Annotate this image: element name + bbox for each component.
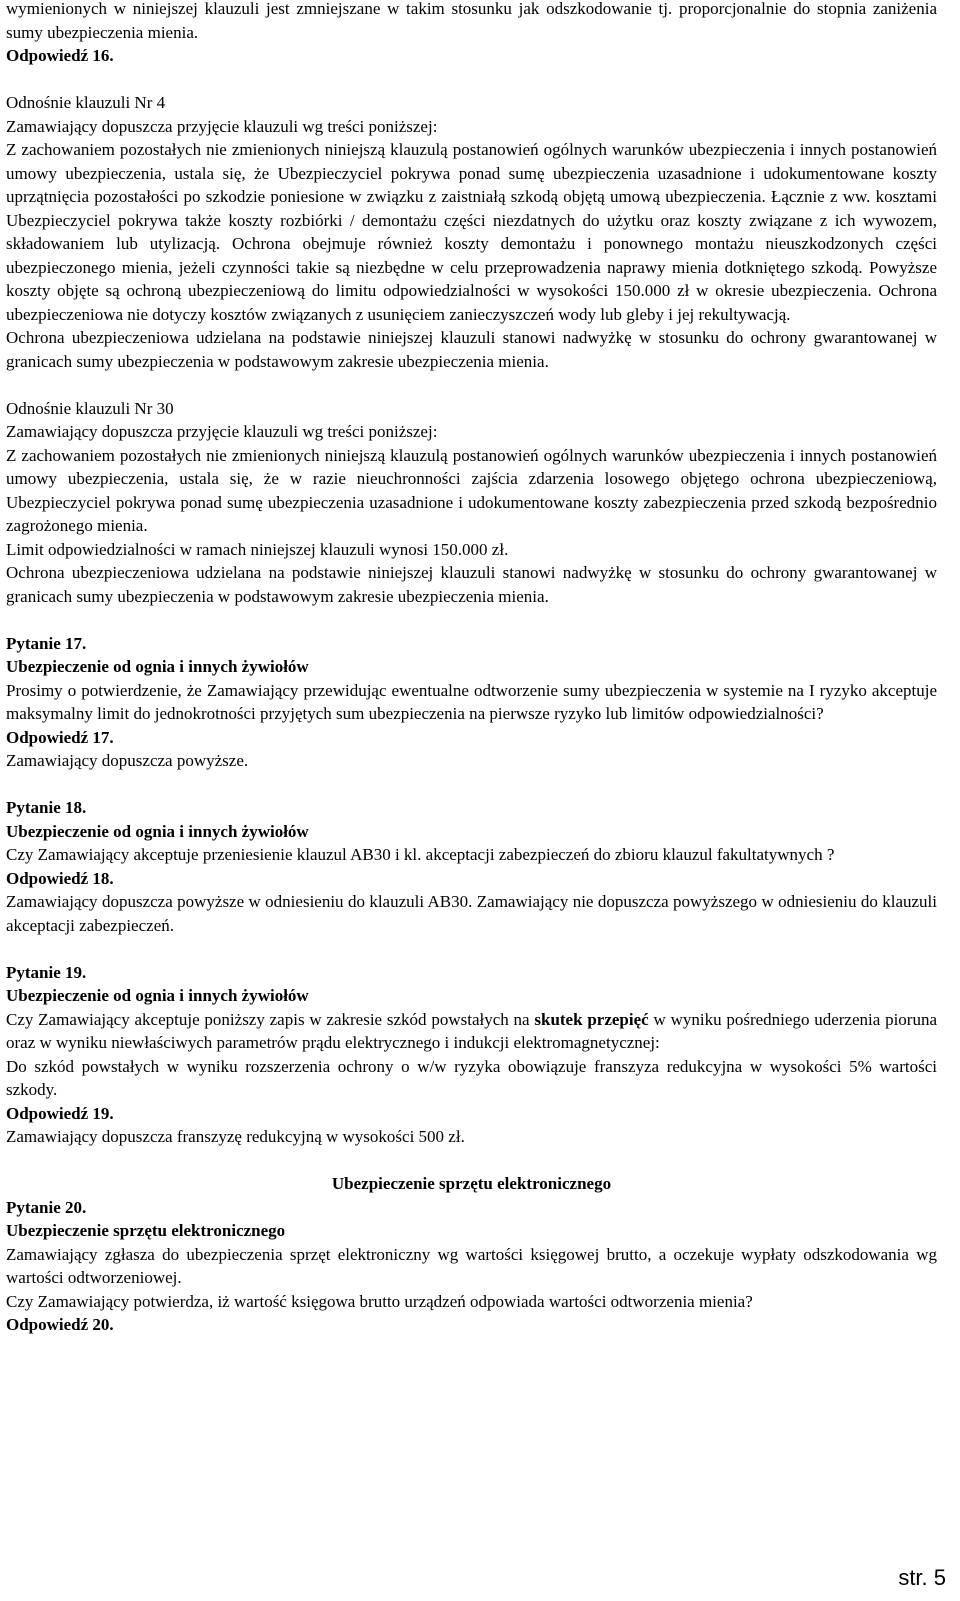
answer-16-title: Odpowiedź 16.: [6, 46, 114, 65]
spacer: [6, 773, 937, 797]
answer-18-text: Zamawiający dopuszcza powyższe w odniesieniu do klauzuli AB30. Zamawiający nie dopuszcza powyższego w odniesieniu do klauzuli akceptacji zabezpieczeń.: [6, 892, 937, 935]
clause-30-body: Z zachowaniem pozostałych nie zmienionych niniejszą klauzulą postanowień ogólnych warunków ubezpieczenia i innych postanowień umowy ubezpieczenia, ustala się, że w razie nieuchronności zajścia zdarzenia losowego objętego ochrona ubezpieczeniową, Ubezpieczyciel pokrywa ponad sumę ubezpieczenia uzasadnione i udokumentowane koszty zabezpieczenia przed szkodą bezpośrednio zagrożonego mienia.: [6, 445, 937, 535]
answer-20-title: Odpowiedź 20.: [6, 1315, 114, 1334]
question-18-title: Pytanie 18.: [6, 798, 87, 817]
section-electronic-heading: Ubezpieczenie sprzętu elektronicznego: [331, 1174, 612, 1193]
clause-30-limit: Limit odpowiedzialności w ramach niniejszej klauzuli wynosi 150.000 zł.: [6, 539, 509, 559]
answer-19-text: Zamawiający dopuszcza franszyzę redukcyjną w wysokości 500 zł.: [6, 1127, 465, 1146]
spacer: [6, 1149, 937, 1173]
question-18-text: Czy Zamawiający akceptuje przeniesienie klauzul AB30 i kl. akceptacji zabezpieczeń do zbioru klauzul fakultatywnych ?: [6, 845, 835, 864]
question-17-text: Prosimy o potwierdzenie, że Zamawiający przewidując ewentualne odtworzenie sumy ubezpieczenia w systemie na I ryzyko akceptuje maksymalny limit do jednokrotności przyjętych sum ubezpieczenia na pierwsze ryzyko lub limitów odpowiedzialności?: [6, 680, 937, 723]
spacer: [6, 937, 937, 961]
question-19-text: [6, 1008, 937, 1055]
question-19-text-a: Czy Zamawiający akceptuje poniższy zapis w zakresie szkód powstałych na: [6, 1009, 535, 1029]
question-20-text: Czy Zamawiający potwierdza, iż wartość księgowa brutto urządzeń odpowiada wartości odtworzenia mienia?: [6, 1291, 753, 1311]
answer-17-title: Odpowiedź 17.: [6, 727, 114, 747]
question-20-title: Pytanie 20.: [6, 1197, 87, 1217]
spacer: [6, 68, 937, 92]
question-20-subject: Ubezpieczenie sprzętu elektronicznego: [6, 1221, 286, 1240]
answer-19-title: Odpowiedź 19.: [6, 1103, 114, 1123]
question-17-subject: Ubezpieczenie od ognia i innych żywiołów: [6, 657, 309, 676]
question-20-statement: Zamawiający zgłasza do ubezpieczenia sprzęt elektroniczny wg wartości księgowej brutto, a oczekuje wypłaty odszkodowania wg wartości odtworzeniowej.: [6, 1244, 937, 1287]
document-page: [6, 0, 937, 1337]
page-number: str. 5: [898, 1565, 946, 1590]
clause-4-excess: Ochrona ubezpieczeniowa udzielana na podstawie niniejszej klauzuli stanowi nadwyżkę w stosunku do ochrony gwarantowanej w granicach sumy ubezpieczenia w podstawowym zakresie ubezpieczenia mienia.: [6, 328, 937, 371]
question-17-title: Pytanie 17.: [6, 633, 87, 653]
question-19-title: Pytanie 19.: [6, 962, 87, 982]
answer-18-title: Odpowiedź 18.: [6, 868, 114, 888]
question-19-text-b: w wyniku pośredniego uderzenia pioruna oraz w wyniku niewłaściwych parametrów prądu elektrycznego i indukcji elektromagnetycznej:: [6, 1009, 938, 1052]
clause-4-heading: Odnośnie klauzuli Nr 4: [6, 93, 166, 112]
question-19-text-bold: skutek przepięć: [534, 1009, 649, 1029]
clause-4-lead: Zamawiający dopuszcza przyjęcie klauzuli wg treści poniższej:: [6, 116, 438, 136]
question-19-clause: Do szkód powstałych w wyniku rozszerzenia ochrony o w/w ryzyka obowiązuje franszyza redukcyjna w wysokości 5% wartości szkody.: [6, 1056, 937, 1099]
answer-17-text: Zamawiający dopuszcza powyższe.: [6, 751, 249, 770]
clause-30-lead: Zamawiający dopuszcza przyjęcie klauzuli wg treści poniższej:: [6, 422, 438, 441]
question-18-subject: Ubezpieczenie od ognia i innych żywiołów: [6, 821, 309, 841]
spacer: [6, 608, 937, 632]
intro-paragraph: wymienionych w niniejszej klauzuli jest zmniejszane w takim stosunku jak odszkodowanie tj. proporcjonalnie do stopnia zaniżenia sumy ubezpieczenia mienia.: [6, 0, 937, 42]
spacer: [6, 373, 937, 397]
clause-30-heading: Odnośnie klauzuli Nr 30: [6, 398, 174, 418]
question-19-subject: Ubezpieczenie od ognia i innych żywiołów: [6, 986, 309, 1005]
clause-4-body: Z zachowaniem pozostałych nie zmienionych niniejszą klauzulą postanowień ogólnych warunków ubezpieczenia i innych postanowień umowy ubezpieczenia, ustala się, że Ubezpieczyciel pokrywa ponad sumę ubezpieczenia uzasadnione i udokumentowane koszty uprzątnięcia pozostałości po szkodzie poniesione w związku z zaistniałą szkodą objętą umową ubezpieczenia. Łącznie z ww. kosztami Ubezpieczyciel pokrywa także koszty rozbiórki / demontażu części niezdatnych do użytku oraz koszty związane z ich wywozem, składowaniem lub utylizacją. Ochrona obejmuje również koszty demontażu i ponownego montażu nieuszkodzonych części ubezpieczonego mienia, jeżeli czynności takie są niezbędne w celu przeprowadzenia naprawy mienia dotkniętego szkodą. Powyższe koszty objęte są ochroną ubezpieczeniową do limitu odpowiedzialności w wysokości 150.000 zł w okresie ubezpieczenia. Ochrona ubezpieczeniowa nie dotyczy kosztów związanych z usunięciem zanieczyszczeń wody lub gleby i jej rekultywacją.: [6, 140, 937, 324]
clause-30-excess: Ochrona ubezpieczeniowa udzielana na podstawie niniejszej klauzuli stanowi nadwyżkę w stosunku do ochrony gwarantowanej w granicach sumy ubezpieczenia w podstawowym zakresie ubezpieczenia mienia.: [6, 563, 937, 606]
